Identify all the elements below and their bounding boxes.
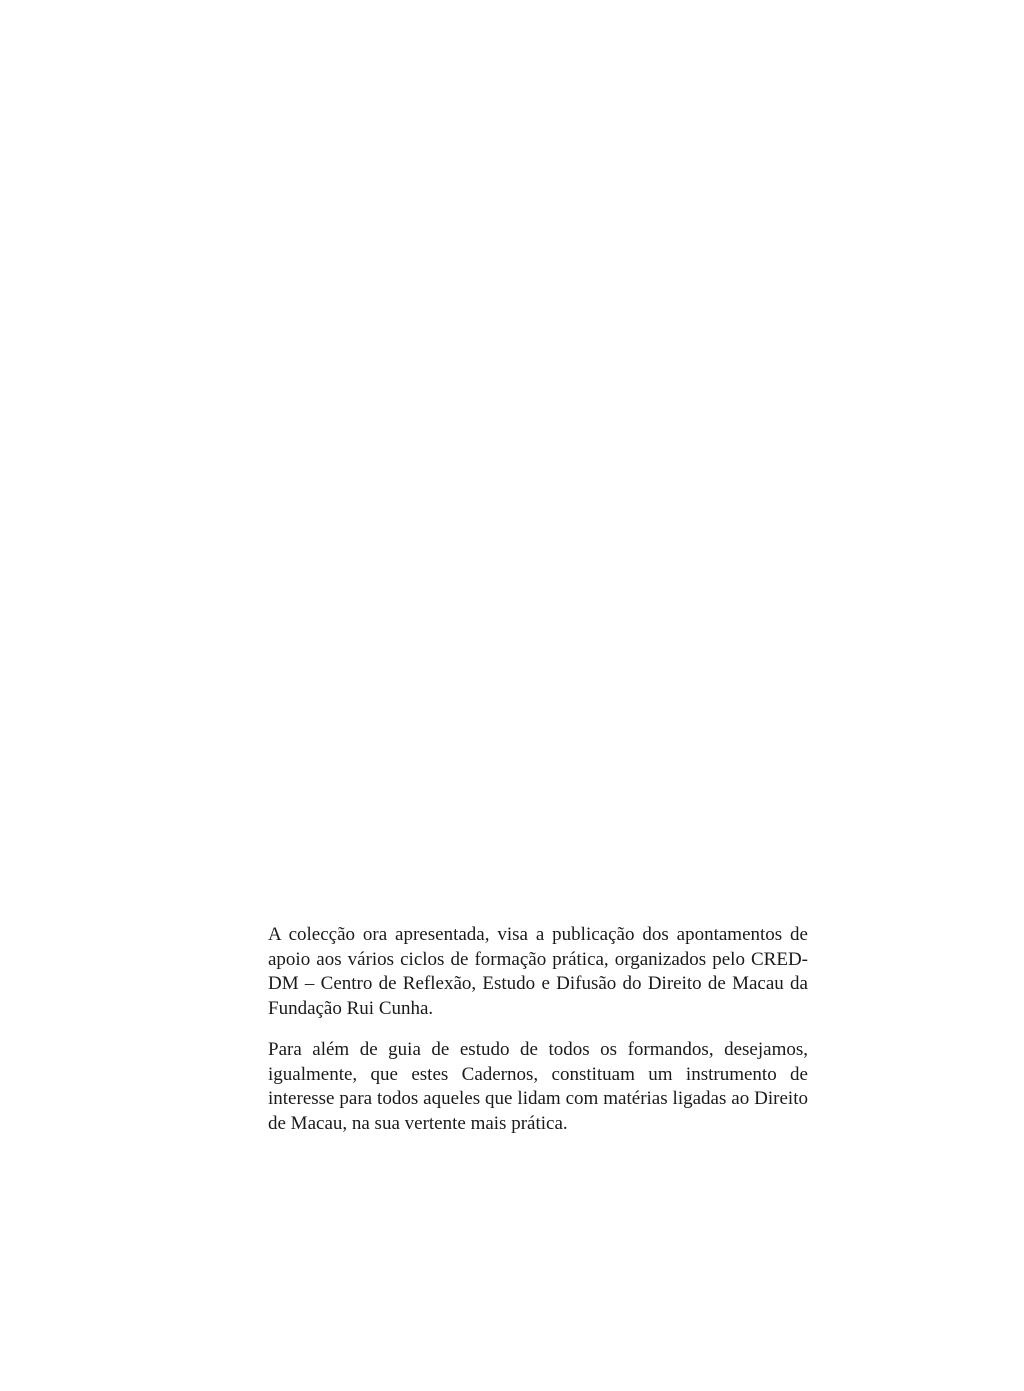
paragraph-collection-purpose: A colecção ora apresentada, visa a publicação dos apontamentos de apoio aos vários ciclos de formação prática, organizados pelo CRED-DM – Centro de Reflexão, Estudo e Difusão do Direito de Macau da Fundação Rui Cunha. <box>268 924 808 1019</box>
paragraph-collection-audience: Para além de guia de estudo de todos os formandos, desejamos, igualmente, que estes Cadernos, constituam um instrumento de interesse para todos aqueles que lidam com matérias ligadas ao Direito de Macau, na sua vertente mais prática. <box>268 1039 808 1134</box>
collection-introduction <box>268 923 808 1136</box>
